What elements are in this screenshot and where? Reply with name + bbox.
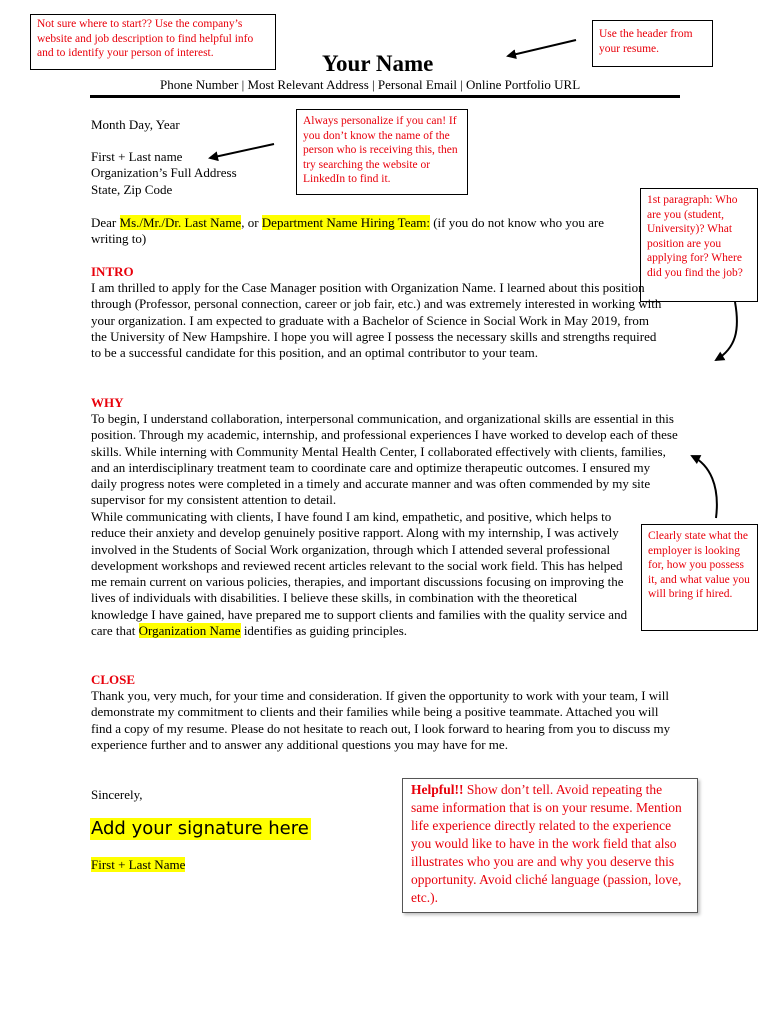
arrow-to-name: [508, 40, 576, 56]
organization-address: Organization’s Full Address: [91, 165, 237, 180]
callout-where-to-start-text: Not sure where to start?? Use the company’s website and job description to find helpful info and to identify your person of interest.: [37, 18, 254, 60]
why-tail: identifies as guiding principles.: [240, 623, 408, 639]
state-zip: State, Zip Code: [91, 182, 173, 197]
salutation-name-highlight: Ms./Mr./Dr. Last Name: [119, 215, 242, 230]
salutation-tail: (if you do not know who you are writing to): [91, 215, 604, 247]
arrow-to-why: [692, 456, 717, 518]
why-text-2: While communicating with clients, I have found I am kind, empathetic, and positive, which helps to reduce their anxiety and develop genuinely positive rapport. Along with my internship, I was actively involved in the Students of Social Work organization, through which I attended several professional development workshops and reviewed recent articles relevant to the social work field. This has helped me remain current on various policies, therapies, and important discussions focusing on improving the lives of individuals with disabilities. I believe these skills, in combination with the theoretical knowledge I have gained, have prepared me to support clients and families with the quality service and care that: [91, 509, 628, 639]
callout-clearly-state-text: Clearly state what the employer is looking for, how you possess it, and what value you will bring if hired.: [648, 530, 750, 601]
why-heading: WHY: [91, 395, 124, 410]
why-organization-highlight: Organization Name: [138, 623, 241, 639]
why-text-1: To begin, I understand collaboration, interpersonal communication, and organizational skills are essential in this position. Through my academic, internship, and professional experiences I have worked to develop each of these skills. While interning with Community Mental Health Center, I collaborated effectively with clients, families, and an interdisciplinary treatment team to coordinate care and optimize therapeutic outcomes. I ensured my daily progress notes were completed in a timely and accurate manner and was often commended by my site supervisor for my consistent attention to detail.: [91, 411, 678, 508]
applicant-name: Your Name: [322, 51, 434, 76]
close-heading: CLOSE: [91, 672, 136, 687]
sincerely: Sincerely,: [91, 787, 143, 802]
helpful-tip-text: Show don’t tell. Avoid repeating the same information that is on your resume. Mention life experience directly related to the experience you would like to have in the work field that also illustrates who you are and why you deserve this opportunity. Avoid cliché language (passion, love, etc.).: [411, 782, 682, 905]
callout-use-header-text: Use the header from your resume.: [599, 28, 693, 55]
salutation-dear: Dear: [91, 215, 120, 230]
recipient-name: First + Last name: [91, 149, 183, 164]
salutation-team-highlight: Department Name Hiring Team:: [261, 215, 430, 230]
arrow-to-intro: [716, 302, 737, 360]
helpful-tip-bold: Helpful!!: [411, 782, 464, 797]
salutation-or: , or: [241, 215, 262, 230]
callout-first-paragraph-text: 1st paragraph: Who are you (student, University)? What position are you applying for? Where did you find the job?: [647, 194, 743, 279]
intro-heading: INTRO: [91, 264, 134, 279]
signature-text: Add your signature here: [91, 818, 309, 839]
signer-name-text: First + Last Name: [91, 857, 186, 872]
contact-line: Phone Number | Most Relevant Address | Personal Email | Online Portfolio URL: [160, 77, 581, 92]
close-text: Thank you, very much, for your time and consideration. If given the opportunity to work with your team, I will demonstrate my commitment to clients and their families while being a positive teammate. Attached you will find a copy of my resume. Please do not hesitate to reach out, I look forward to hearing from you to discuss my experience further and to answer any additional questions you may have for me.: [91, 688, 671, 752]
callout-personalize-text: Always personalize if you can! If you don’t know the name of the person who is receiving this, then try searching the website or LinkedIn to find it.: [303, 115, 458, 186]
intro-text: I am thrilled to apply for the Case Manager position with Organization Name. I learned about this position through (Professor, personal connection, career or job fair, etc.) and was extremely interested in working with your organization. I am expected to graduate with a Bachelor of Science in Social Work in May 2019, from the University of New Hampshire. I hope you will agree I possess the necessary skills and strengths required to be a successful candidate for this position, and an optimal contributor to your team.: [91, 280, 662, 361]
letter-date: Month Day, Year: [91, 117, 180, 132]
arrow-to-recipient: [210, 144, 274, 158]
